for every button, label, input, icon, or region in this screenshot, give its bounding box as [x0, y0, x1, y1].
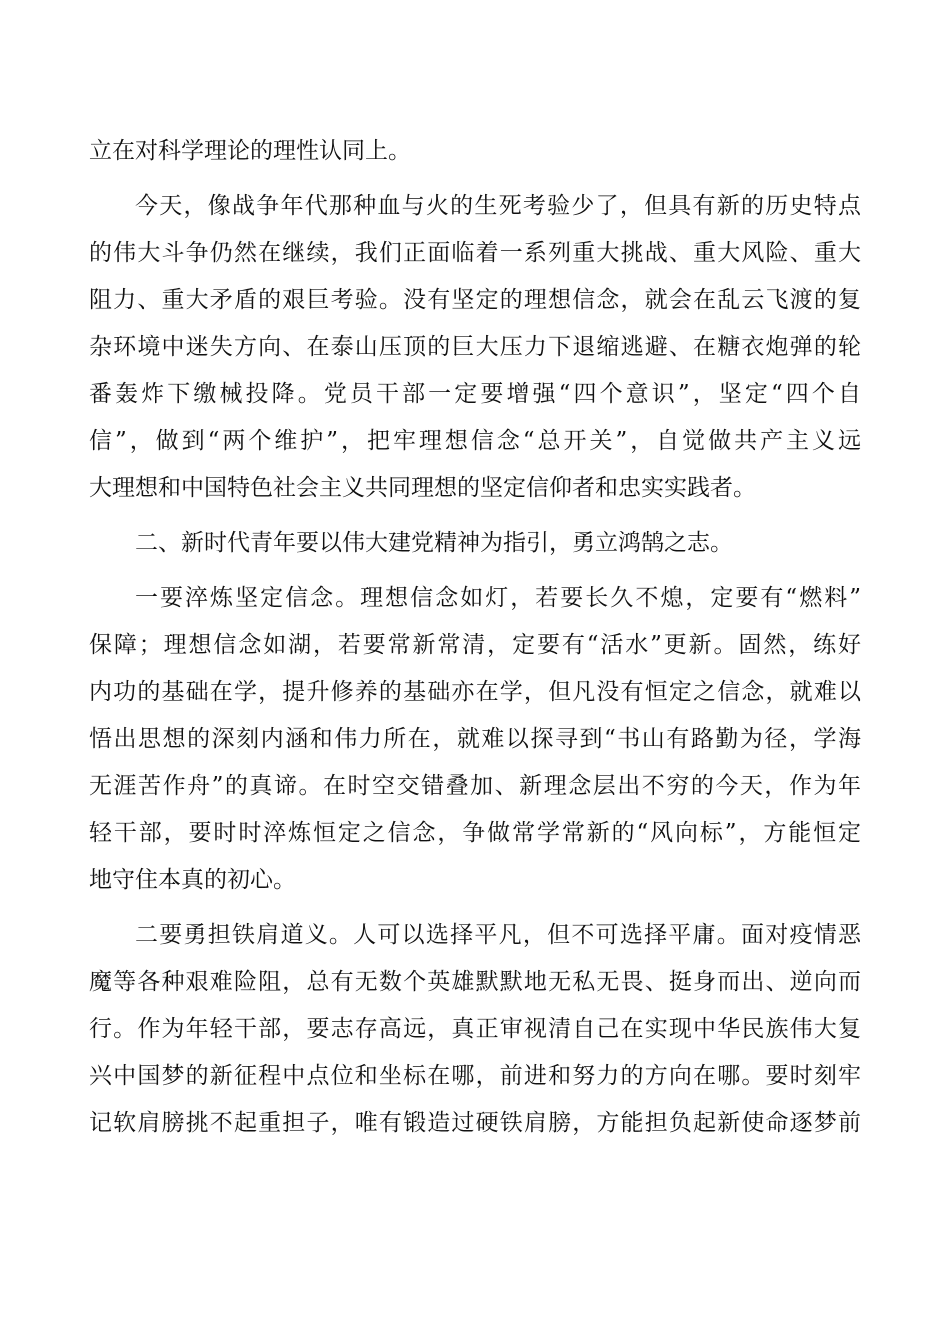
text-line: 记软肩膀挑不起重担子，唯有锻造过硬铁肩膀，方能担负起新使命逐梦前 [89, 1110, 861, 1136]
text-line: 行。作为年轻干部，要志存高远，真正审视清自己在实现中华民族伟大复 [89, 1016, 861, 1042]
text-line: 地守住本真的初心。 [89, 867, 296, 893]
text-line: 立在对科学理论的理性认同上。 [89, 138, 411, 164]
text-line: 兴中国梦的新征程中点位和坐标在哪，前进和努力的方向在哪。要时刻牢 [89, 1063, 861, 1089]
text-line: 一要淬炼坚定信念。理想信念如灯，若要长久不熄，定要有“燃料” [135, 585, 861, 611]
text-line: 今天，像战争年代那种血与火的生死考验少了，但具有新的历史特点 [135, 193, 861, 219]
text-line: 魔等各种艰难险阻，总有无数个英雄默默地无私无畏、挺身而出、逆向而 [89, 969, 861, 995]
text-line: 二要勇担铁肩道义。人可以选择平凡，但不可选择平庸。面对疫情恶 [135, 922, 861, 948]
text-line: 大理想和中国特色社会主义共同理想的坚定信仰者和忠实实践者。 [89, 475, 756, 501]
text-line: 轻干部，要时时淬炼恒定之信念，争做常学常新的“风向标”，方能恒定 [89, 820, 861, 846]
text-line: 的伟大斗争仍然在继续，我们正面临着一系列重大挑战、重大风险、重大 [89, 240, 861, 266]
text-line: 信”，做到“两个维护”，把牢理想信念“总开关”，自觉做共产主义远 [89, 428, 861, 454]
text-line: 保障；理想信念如湖，若要常新常清，定要有“活水”更新。固然，练好 [89, 632, 861, 658]
text-line: 杂环境中迷失方向、在泰山压顶的巨大压力下退缩逃避、在糖衣炮弹的轮 [89, 334, 861, 360]
body-text [89, 128, 861, 1147]
section-heading: 二、新时代青年要以伟大建党精神为指引，勇立鸿鹄之志。 [135, 530, 733, 556]
text-line: 悟出思想的深刻内涵和伟力所在，就难以探寻到“书山有路勤为径，学海 [89, 726, 861, 752]
text-line: 阻力、重大矛盾的艰巨考验。没有坚定的理想信念，就会在乱云飞渡的复 [89, 287, 861, 313]
text-line: 无涯苦作舟”的真谛。在时空交错叠加、新理念层出不穷的今天，作为年 [89, 773, 861, 799]
text-line: 番轰炸下缴械投降。党员干部一定要增强“四个意识”，坚定“四个自 [89, 381, 861, 407]
text-line: 内功的基础在学，提升修养的基础亦在学，但凡没有恒定之信念，就难以 [89, 679, 861, 705]
